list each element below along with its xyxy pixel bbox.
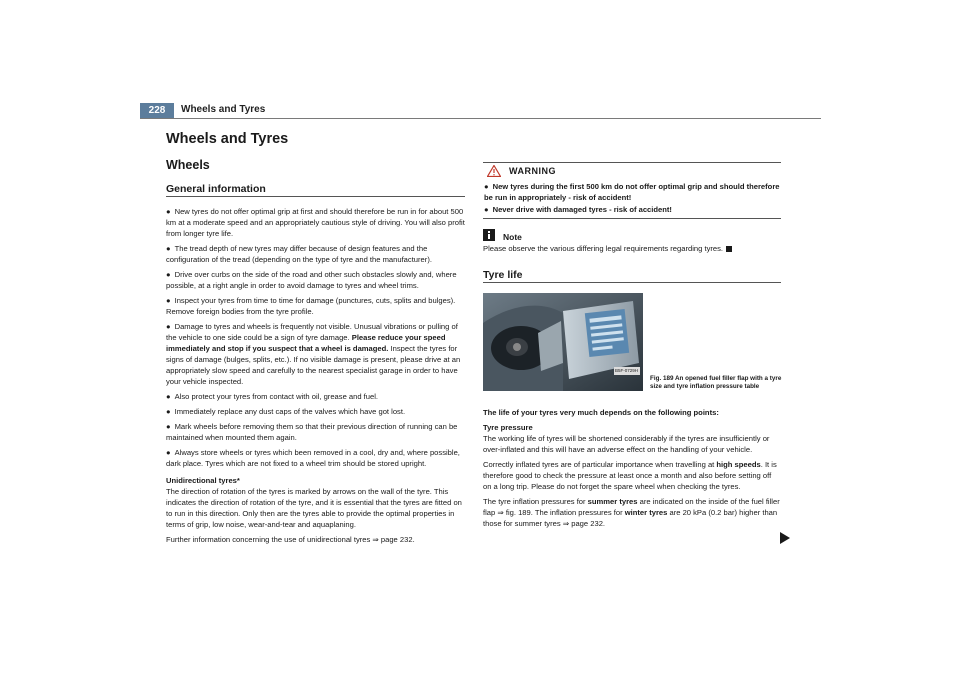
general-info-body [166,206,465,549]
unidirectional-heading: Unidirectional tyres* [166,476,240,485]
bullet-icon: ● [166,296,171,305]
unidirectional-text: The direction of rotation of the tyres is marked by arrows on the wall of the tyre. This indicates the direction of rotation of the tyre, and it is essential that the tyres are fitted on to run in this direction. Only then are the tyres able to provide the optimal properties in terms of grip, low noise, wear-and-tear and aquaplaning. [166,487,462,529]
bullet-item: ● Drive over curbs on the side of the road and other such obstacles slowly and, where possible, at a right angle in order to avoid damage to tyres and wheel trims. [166,270,457,290]
fuel-filler-flap-illustration [483,293,643,391]
figure-code: B5F-0729H [615,368,639,373]
tyre-life-intro: The life of your tyres very much depends on the following points: [483,408,719,417]
tyre-life-body [483,407,781,533]
note-text: Please observe the various differing legal requirements regarding tyres. [483,244,783,253]
end-marker-icon [726,246,732,252]
bullet-icon: ● [166,270,171,279]
bullet-icon: ● [166,244,171,253]
warning-item: ● New tyres during the first 500 km do not offer optimal grip and should therefore be run in appropriately - risk of accident! [484,182,780,202]
page-number: 228 [140,103,174,118]
warning-title: WARNING [509,166,556,176]
figure-reference-link[interactable]: ⇒ fig. 189 [497,508,531,517]
tyre-pressure-text-3: The tyre inflation pressures for summer tyres are indicated on the inside of the fuel filler flap ⇒ fig. 189. The inflation pressures for winter tyres are 20 kPa (0.2 bar) higher than those for summer tyres ⇒ page 232. [483,497,780,528]
bullet-item: ● Immediately replace any dust caps of the valves which have got lost. [166,407,406,416]
bullet-icon: ● [166,322,171,331]
figure-caption: Fig. 189 An opened fuel filler flap with a tyre size and tyre inflation pressure table [650,375,782,390]
page-title: Wheels and Tyres [166,131,289,147]
further-info: Further information concerning the use of unidirectional tyres ⇒ page 232. [166,535,415,544]
bullet-icon: ● [166,448,171,457]
figure-fuel-filler-flap [483,293,643,391]
header-rule [140,118,821,119]
page-reference-link[interactable]: ⇒ page 232 [372,535,413,544]
section-rule [483,282,781,283]
bullet-icon: ● [484,182,489,191]
tyre-pressure-text-2: Correctly inflated tyres are of particular importance when travelling at high speeds. It is therefore good to check the pressure at least once a month and also before setting off on a long trip. Please do not forget the spare wheel when checking the tyres. [483,460,777,491]
note-title: Note [503,232,522,242]
bullet-item: ● Also protect your tyres from contact with oil, grease and fuel. [166,392,379,401]
subheading-general-information: General information [166,183,266,195]
bullet-icon: ● [166,392,171,401]
bullet-icon: ● [166,422,171,431]
continue-arrow-icon[interactable] [779,532,791,544]
bullet-icon: ● [166,207,171,216]
warning-triangle-icon [487,165,501,177]
page-reference-link[interactable]: ⇒ page 232 [562,519,603,528]
bullet-item: ● Inspect your tyres from time to time for damage (punctures, cuts, splits and bulges). Remove foreign bodies from the tyre profile. [166,296,456,316]
note-info-icon [483,229,495,241]
bullet-icon: ● [484,205,489,214]
warning-item: ● Never drive with damaged tyres - risk of accident! [484,205,672,214]
warning-list [484,181,780,216]
bullet-item-damage: ● Damage to tyres and wheels is frequently not visible. Unusual vibrations or pulling of the vehicle to one side could be a sign of tyre damage. Please reduce your speed immediately and stop if you suspect that a wheel is damaged. Inspect the tyres for signs of damage (bulges, splits, etc.). If no visible damage is present, please drive at an appropriately slow speed and carefully to the nearest specialist garage in order to have your vehicle inspected. [166,322,461,386]
section-rule [166,196,465,197]
bullet-item: ● The tread depth of new tyres may differ because of design features and the configuration of the tread (depending on the type of tyre and the manufacturer). [166,244,432,264]
running-header: Wheels and Tyres [181,104,266,115]
section-heading-wheels: Wheels [166,158,210,172]
bullet-item: ● Mark wheels before removing them so that their previous direction of running can be maintained when mounted them again. [166,422,458,442]
tyre-pressure-text: The working life of tyres will be shortened considerably if the tyres are insufficiently or over-inflated and this will have an adverse effect on the handling of your vehicle. [483,434,770,454]
bullet-icon: ● [166,407,171,416]
subheading-tyre-life: Tyre life [483,269,523,281]
bullet-item: ● Always store wheels or tyres which been removed in a cool, dry and, where possible, dark place. Tyres which are not fixed to a wheel trim should be stored upright. [166,448,460,468]
bullet-item: ● New tyres do not offer optimal grip at first and should therefore be run in for about 500 km at a moderate speed and an appropriately cautious style of driving. You will also profit from longer tyre life. [166,207,465,238]
tyre-pressure-heading: Tyre pressure [483,423,533,432]
